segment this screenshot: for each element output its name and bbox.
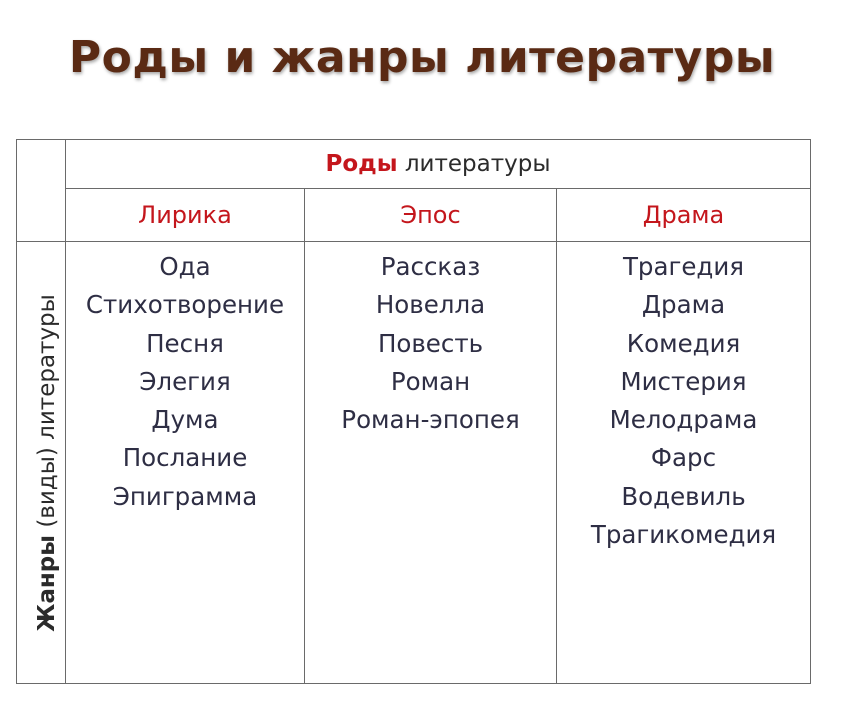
kind-drama: Драма xyxy=(642,201,725,229)
table-border-left xyxy=(16,139,17,684)
header-rest: литературы xyxy=(397,151,551,177)
genre-item: Песня xyxy=(146,328,224,358)
genre-item: Фарс xyxy=(650,443,717,473)
kind-lyric: Лирика xyxy=(138,201,232,229)
header-rody-literatury xyxy=(66,140,810,188)
side-label-strong: Жанры xyxy=(34,534,60,632)
genre-item: Роман-эпопея xyxy=(341,405,520,435)
genre-item: Роман xyxy=(390,366,471,396)
genre-item: Мистерия xyxy=(620,366,747,396)
genre-list-epic xyxy=(305,248,556,439)
genre-item: Ода xyxy=(159,252,211,281)
genre-item: Трагикомедия xyxy=(590,520,777,550)
genre-item: Повесть xyxy=(377,328,484,358)
side-label-genres xyxy=(34,294,60,632)
genre-item: Трагедия xyxy=(622,252,745,281)
genre-item: Водевиль xyxy=(621,481,746,511)
table-border-right xyxy=(810,139,811,684)
genre-item: Мелодрама xyxy=(609,405,758,435)
page-title: Роды и жанры литературы xyxy=(68,32,776,83)
header-accent: Роды xyxy=(325,151,398,177)
table-border-bottom xyxy=(16,683,811,684)
side-label-rest: (виды) литературы xyxy=(34,294,60,535)
genre-item: Дума xyxy=(151,405,219,435)
genre-item: Драма xyxy=(641,290,726,320)
genre-item: Стихотворение xyxy=(85,290,285,320)
kind-epic: Эпос xyxy=(400,201,461,229)
genre-list-lyric xyxy=(66,248,304,516)
genre-item: Элегия xyxy=(139,366,231,396)
genre-item: Новелла xyxy=(375,290,486,320)
table-rule-kinds xyxy=(16,241,811,242)
genre-list-drama xyxy=(557,248,810,554)
genre-item: Рассказ xyxy=(380,252,481,281)
genre-item: Послание xyxy=(122,443,248,473)
genre-item: Комедия xyxy=(626,328,741,358)
genre-item: Эпиграмма xyxy=(112,481,258,511)
